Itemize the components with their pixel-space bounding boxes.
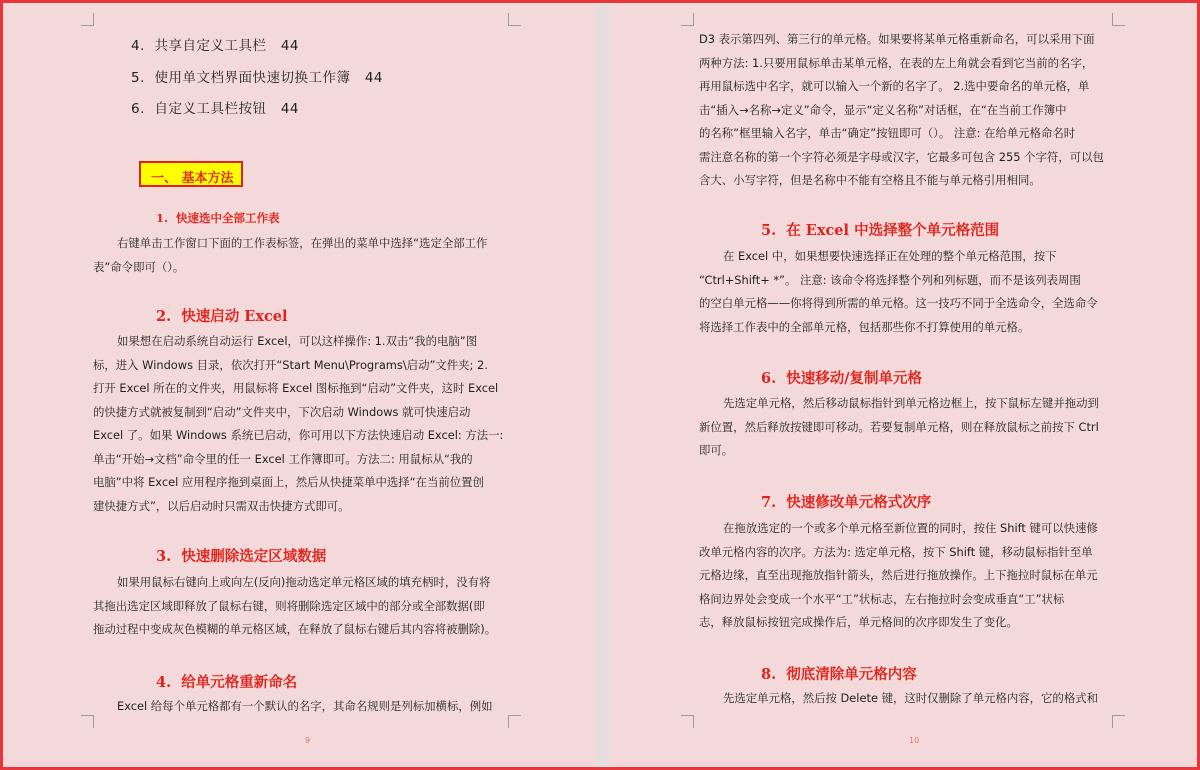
crop-mark [681,715,694,728]
section-heading: 一、 基本方法 [151,171,234,186]
subheading-5: 5. 在 Excel 中选择整个单元格范围 [761,222,1000,239]
text-line: 的名称”框里输入名字，单击“确定”按钮即可（）。 注意: 在给单元格命名时 [699,126,1076,140]
toc-item[interactable]: 5. 使用单文档界面快速切换工作簿 44 [131,70,384,86]
paragraph-7 [699,517,1119,635]
page-9 [3,3,595,767]
crop-mark [508,13,521,26]
paragraph-6 [699,392,1119,463]
crop-mark [81,13,94,26]
text-line: 其拖出选定区域即释放了鼠标右键，则将删除选定区域中的部分或全部数据(即 [93,598,485,613]
text-line: 元格边缘，直至出现拖放指针箭头，然后进行拖放操作。上下拖拉时鼠标在单元 [699,568,1098,582]
text-line: 的快捷方式就被复制到“启动”文件夹中，下次启动 Windows 就可快速启动 [93,404,471,419]
toc-item[interactable]: 6. 自定义工具栏按钮 44 [131,101,300,117]
text-line: D3 表示第四列、第三行的单元格。如果要将某单元格重新命名，可以采用下面 [699,32,1095,46]
paragraph-5 [699,245,1119,339]
text-line: 的空白单元格——你将得到所需的单元格。这一技巧不同于全选命令，全选命令 [699,296,1098,310]
text-line: 拖动过程中变成灰色模糊的单元格区域，在释放了鼠标右键后其内容将被删除)。 [93,622,497,636]
text-line: 再用鼠标选中名字，就可以输入一个新的名字了。 2.选中要命名的单元格，单 [699,79,1090,93]
subheading-7: 7. 快速修改单元格式次序 [761,494,932,511]
text-line: 新位置，然后释放按键即可移动。若要复制单元格，则在释放鼠标之前按下 Ctrl [699,419,1099,434]
toc-item[interactable]: 4. 共享自定义工具栏 44 [131,38,300,54]
text-line: 志，释放鼠标按钮完成操作后，单元格间的次序即发生了变化。 [699,615,1018,629]
text-line: 建快捷方式”，以后启动时只需双击快捷方式即可。 [93,498,350,513]
subheading-4: 4. 给单元格重新命名 [156,674,298,691]
text-line: 先选定单元格，然后按 Delete 键，这时仅删除了单元格内容，它的格式和 [723,691,1098,705]
subheading-1: 1. 快速选中全部工作表 [156,211,280,225]
subheading-3: 3. 快速删除选定区域数据 [156,548,327,565]
crop-mark [1112,715,1125,728]
text-line: 击“插入→名称→定义”命令，显示“定义名称”对话框，在“在当前工作簿中 [699,102,1067,117]
page-10 [609,3,1197,767]
text-line: 在拖放选定的一个或多个单元格至新位置的同时，按住 Shift 键可以快速修 [723,521,1098,535]
text-line: 含大、小写字符，但是名称中不能有空格且不能与单元格引用相同。 [699,173,1041,187]
paragraph-2 [93,330,513,518]
text-line: 在 Excel 中，如果想要快速选择正在处理的整个单元格范围，按下 [723,249,1057,263]
text-line: 将选择工作表中的全部单元格，包括那些你不打算使用的单元格。 [699,319,1030,334]
text-line: 表”命令即可（）。 [93,259,185,274]
text-line: Excel 给每个单元格都有一个默认的名字，其命名规则是列标加横标，例如 [117,699,493,713]
text-line: 右键单击工作窗口下面的工作表标签，在弹出的菜单中选择“选定全部工作 [117,236,488,250]
text-line: 打开 Excel 所在的文件夹，用鼠标将 Excel 图标拖到“启动”文件夹，这时 Excel [93,381,499,395]
subheading-6: 6. 快速移动/复制单元格 [761,370,923,387]
text-line: 需注意名称的第一个字符必须是字母或汉字，它最多可包含 255 个字符，可以包 [699,149,1104,164]
text-line: 如果用鼠标右键向上或向左(反向)拖动选定单元格区域的填充柄时，没有将 [117,575,491,589]
crop-mark [1112,13,1125,26]
subheading-2: 2. 快速启动 Excel [156,308,288,325]
text-line: 单击“开始→文档”命令里的任一 Excel 工作簿即可。方法二: 用鼠标从“我的 [93,451,473,466]
page-number: 10 [909,736,920,745]
section-heading-box [139,161,243,187]
text-line: 改单元格内容的次序。方法为: 选定单元格，按下 Shift 键，移动鼠标指针至单 [699,544,1093,559]
paragraph-8 [699,687,1119,711]
paragraph-1 [93,232,513,279]
paragraph-4-continued [699,28,1119,193]
paragraph-3 [93,571,513,642]
subheading-8: 8. 彻底清除单元格内容 [761,666,917,683]
text-line: 电脑”中将 Excel 应用程序拖到桌面上，然后从快捷菜单中选择“在当前位置创 [93,475,484,489]
page-gutter [595,3,609,767]
text-line: 标，进入 Windows 目录，依次打开“Start Menu\Programs\启动”文件夹; 2. [93,357,488,372]
text-line: 两种方法: 1.只要用鼠标单击某单元格，在表的左上角就会看到它当前的名字， [699,55,1094,70]
crop-mark [681,13,694,26]
text-line: Excel 了。如果 Windows 系统已启动，你可用以下方法快速启动 Excel: 方法一: [93,428,504,442]
page-number: 9 [305,736,311,745]
paragraph-4 [93,695,513,719]
text-line: 如果想在启动系统自动运行 Excel，可以这样操作: 1.双击“我的电脑”图 [117,334,478,348]
text-line: 先选定单元格，然后移动鼠标指针到单元格边框上，按下鼠标左键并拖动到 [723,396,1099,410]
text-line: 格间边界处会变成一个水平“工”状标志，左右拖拉时会变成垂直“工”状标 [699,591,1065,606]
text-line: 即可。 [699,443,734,457]
text-line: “Ctrl+Shift+ *”。 注意: 该命令将选择整个列和列标题，而不是该列表周围 [699,272,1081,287]
